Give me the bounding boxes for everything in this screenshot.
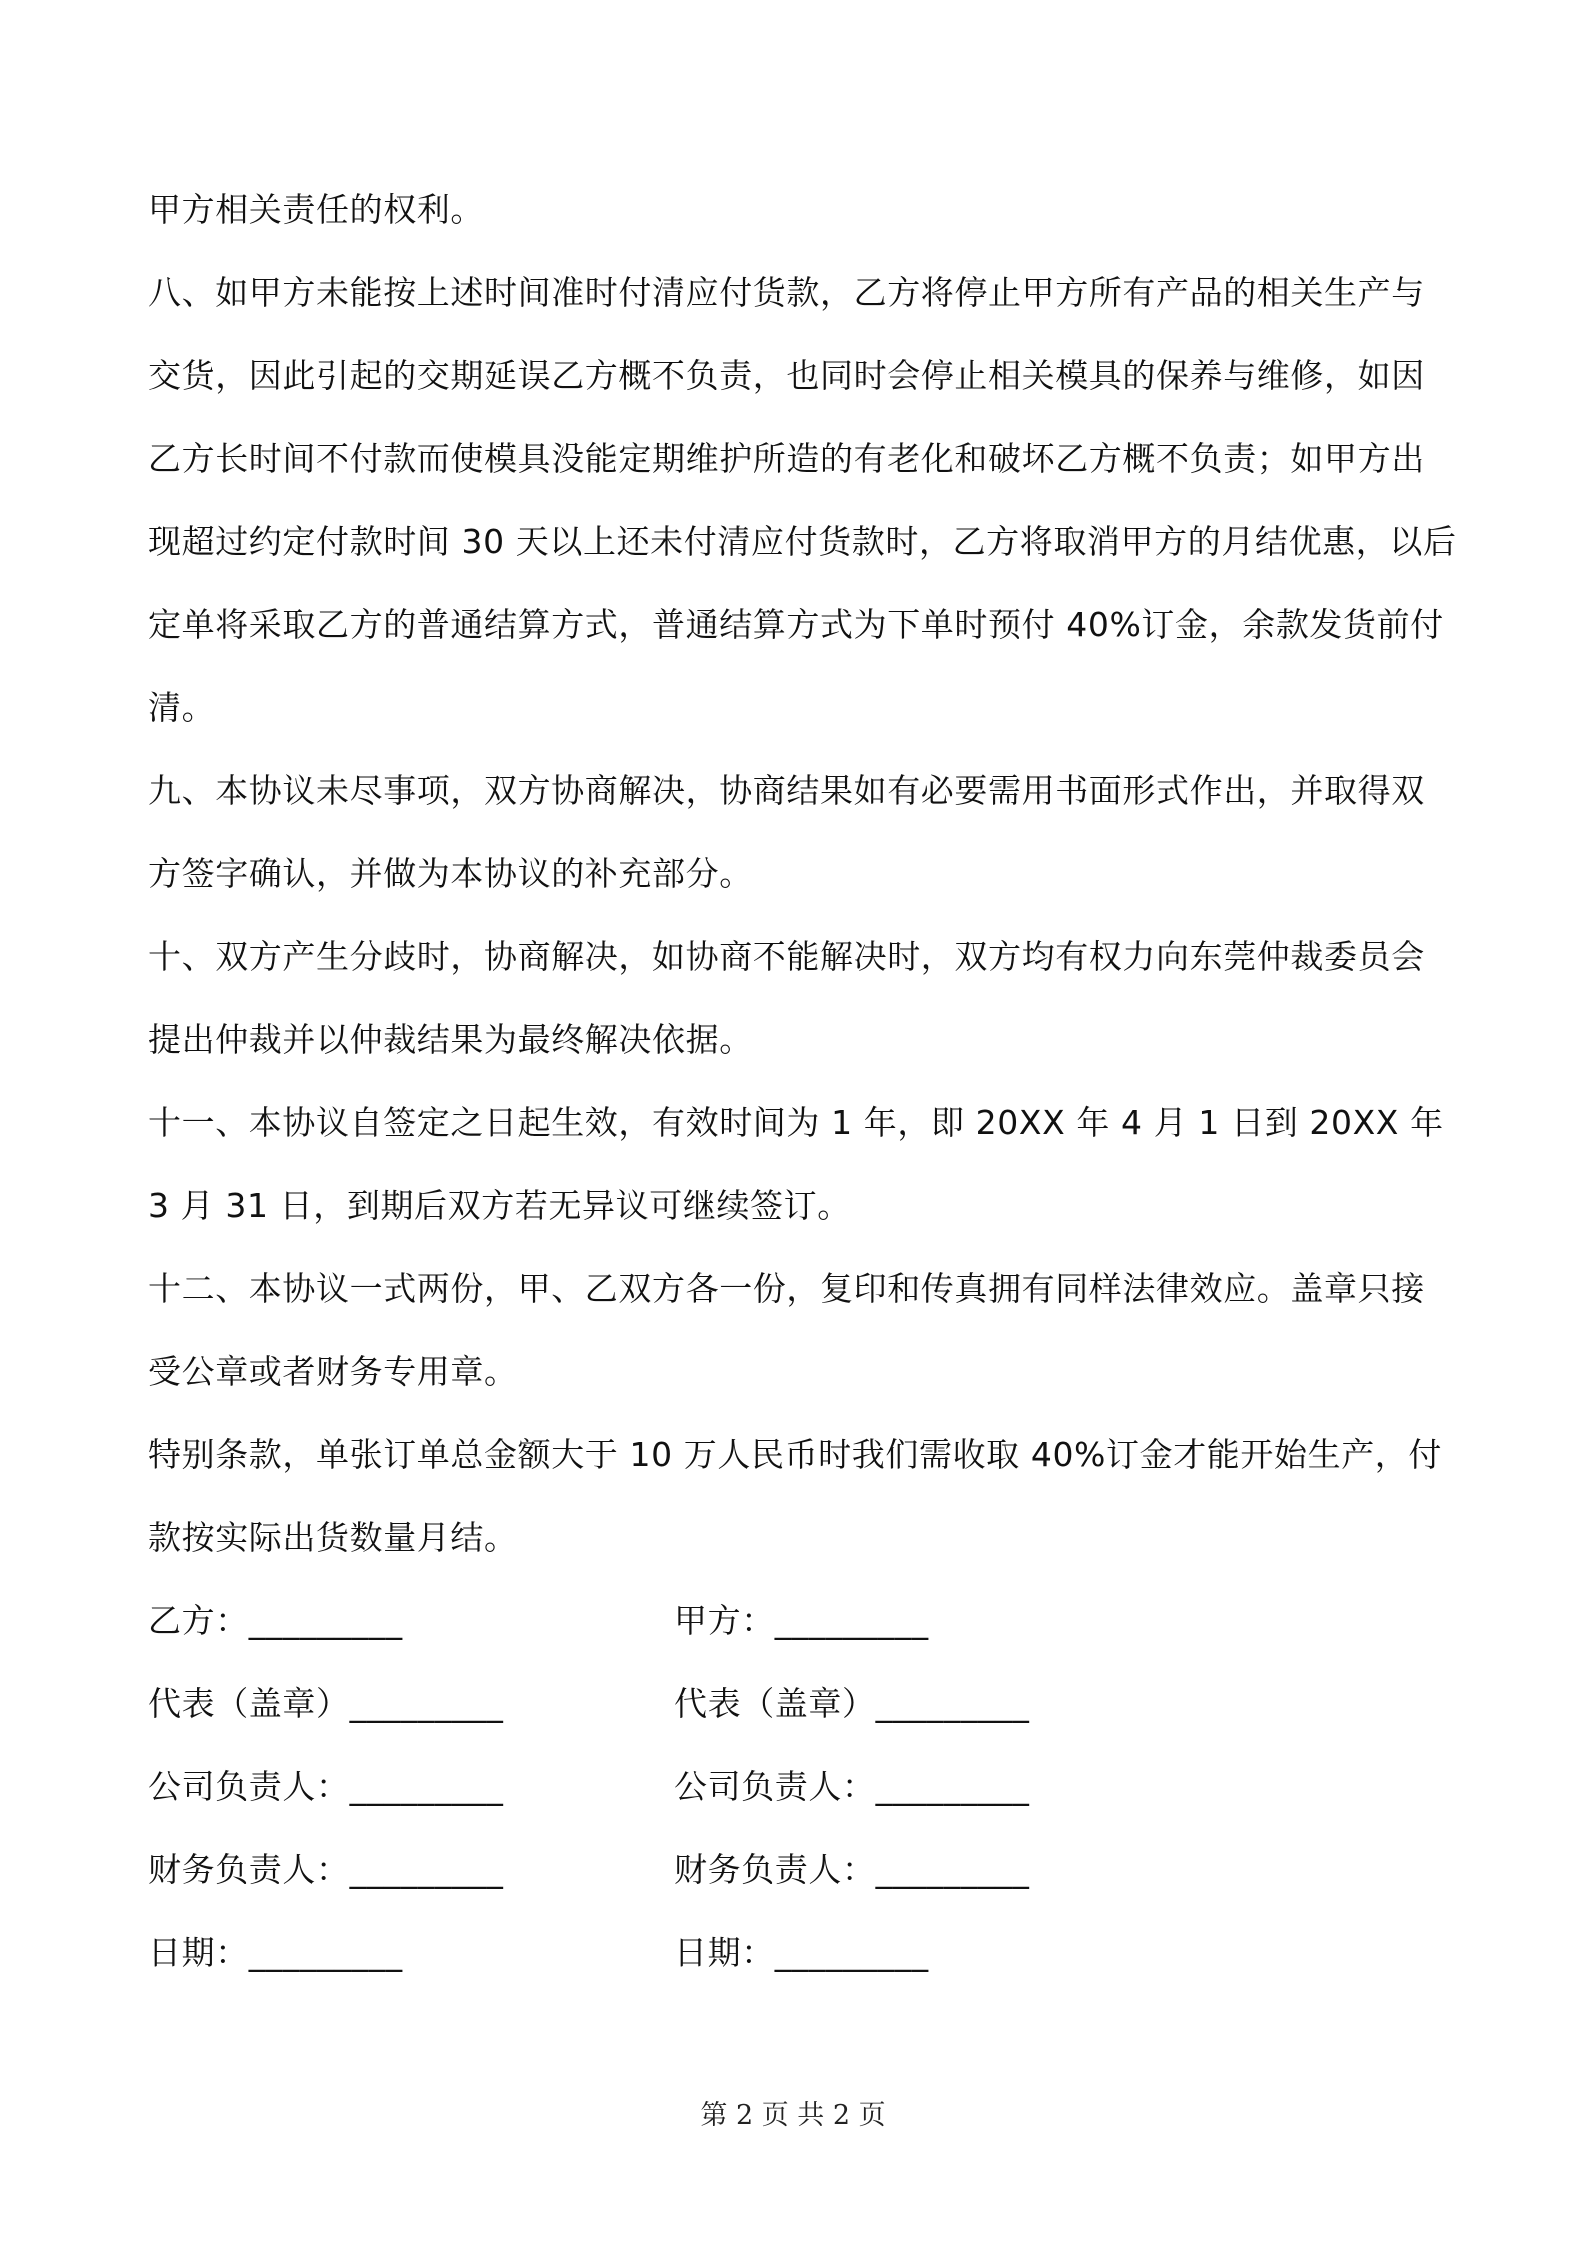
clause-9: 九、本协议未尽事项，双方协商解决，协商结果如有必要需用书面形式作出，并取得双方签字确认，并做为本协议的补充部分。: [148, 771, 1425, 893]
party-a-field: 甲方：_________: [674, 1601, 929, 1640]
party-b-company-head-field: 公司负责人：_________: [148, 1767, 504, 1806]
special-clause: 特别条款，单张订单总金额大于 10 万人民币时我们需收取 40%订金才能开始生产，付款按实际出货数量月结。: [148, 1435, 1443, 1557]
clause-10: 十、双方产生分歧时，协商解决，如协商不能解决时，双方均有权力向东莞仲裁委员会提出仲裁并以仲裁结果为最终解决依据。: [148, 937, 1425, 1059]
paragraph-continuation: 甲方相关责任的权利。: [148, 190, 484, 229]
party-a-finance-head-field: 财务负责人：_________: [674, 1850, 1030, 1889]
party-b-field: 乙方：_________: [148, 1601, 403, 1640]
party-a-representative-field: 代表（盖章）_________: [674, 1684, 1030, 1723]
signature-row-date: [148, 1911, 1458, 1994]
signature-row-finance-head: [148, 1828, 1458, 1911]
page-number-footer: 第 2 页 共 2 页: [700, 2100, 886, 2131]
party-b-date-field: 日期：_________: [148, 1933, 403, 1972]
party-b-representative-field: 代表（盖章）_________: [148, 1684, 504, 1723]
clause-11: 十一、本协议自签定之日起生效，有效时间为 1 年，即 20XX 年 4 月 1 日到 20XX 年 3 月 31 日，到期后双方若无异议可继续签订。: [148, 1103, 1444, 1225]
party-b-finance-head-field: 财务负责人：_________: [148, 1850, 504, 1889]
signature-row-representative: [148, 1662, 1458, 1745]
signature-block: [148, 1579, 1458, 1994]
signature-row-party: [148, 1579, 1458, 1662]
clause-12: 十二、本协议一式两份，甲、乙双方各一份，复印和传真拥有同样法律效应。盖章只接受公章或者财务专用章。: [148, 1269, 1425, 1391]
signature-row-company-head: [148, 1745, 1458, 1828]
document-body: [148, 168, 1458, 1994]
party-a-company-head-field: 公司负责人：_________: [674, 1767, 1030, 1806]
clause-8: 八、如甲方未能按上述时间准时付清应付货款，乙方将停止甲方所有产品的相关生产与交货，因此引起的交期延误乙方概不负责，也同时会停止相关模具的保养与维修，如因乙方长时间不付款而使模具没能定期维护所造的有老化和破坏乙方概不负责；如甲方出现超过约定付款时间 30 天以上还未付清应付货款时，乙方将取消甲方的月结优惠，以后定单将采取乙方的普通结算方式，普通结算方式为下单时预付 40%订金，余款发货前付清。: [148, 273, 1457, 727]
party-a-date-field: 日期：_________: [674, 1933, 929, 1972]
